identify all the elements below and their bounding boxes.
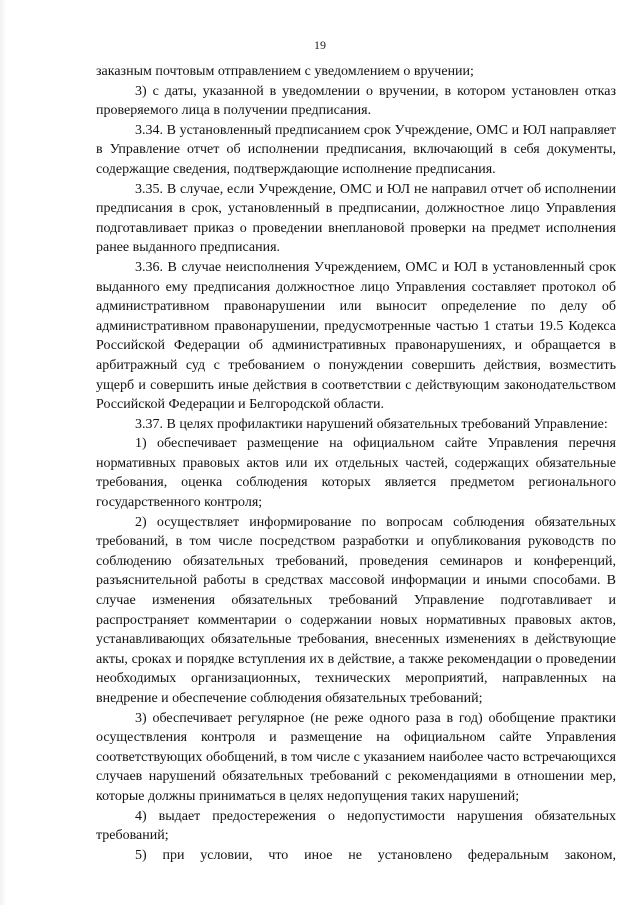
document-body bbox=[96, 62, 616, 865]
paragraph: 3) обеспечивает регулярное (не реже одного раза в год) обобщение практики осуществления контроля и размещение на официальном сайте Управления соответствующих обобщений, в том числе с указанием наиболее часто встречающихся случаев нарушений обязательных требований с рекомендациями в отношении мер, которые должны приниматься в целях недопущения таких нарушений; bbox=[96, 710, 616, 804]
paragraph: 4) выдает предостережения о недопустимости нарушения обязательных требований; bbox=[96, 808, 616, 844]
paragraph: 3.35. В случае, если Учреждение, ОМС и ЮЛ не направил отчет об исполнении предписания в срок, установленный в предписании, должностное лицо Управления подготавливает приказ о проведении внеплановой проверки на предмет исполнения ранее выданного предписания. bbox=[96, 181, 616, 256]
paragraph: 3) с даты, указанной в уведомлении о вручении, в котором установлен отказ проверяемого лица в получении предписания. bbox=[96, 83, 616, 119]
scan-edge bbox=[0, 0, 6, 905]
paragraph: 1) обеспечивает размещение на официальном сайте Управления перечня нормативных правовых актов или их отдельных частей, содержащих обязательные требования, оценка соблюдения которых является предметом регионального государственного контроля; bbox=[96, 436, 616, 511]
page-number: 19 bbox=[314, 38, 326, 52]
paragraph: 3.36. В случае неисполнения Учреждением, ОМС и ЮЛ в установленный срок выданного ему предписания должностное лицо Управления составляет протокол об административном правонарушении или выносит определение по делу об административном правонарушении, предусмотренные частью 1 статьи 19.5 Кодекса Российской Федерации об административных правонарушениях, и обращается в арбитражный суд с требованием о понуждении совершить действия, возместить ущерб и совершить иные действия в соответствии с действующим законодательством Российской Федерации и Белгородской области. bbox=[96, 259, 616, 413]
paragraph: заказным почтовым отправлением с уведомлением о вручении; bbox=[96, 64, 474, 79]
paragraph: 3.34. В установленный предписанием срок Учреждение, ОМС и ЮЛ направляет в Управление отчет об исполнении предписания, включающий в себя документы, содержащие сведения, подтверждающие исполнение предписания. bbox=[96, 122, 616, 177]
paragraph: 5) при условии, что иное не установлено федеральным законом, bbox=[135, 847, 616, 863]
paragraph: 2) осуществляет информирование по вопросам соблюдения обязательных требований, в том числе посредством разработки и опубликования руководств по соблюдению обязательных требований, проведения семинаров и конференций, разъяснительной работы в средствах массовой информации и иными способами. В случае изменения обязательных требований Управление подготавливает и распространяет комментарии о содержании новых нормативных правовых актов, устанавливающих обязательные требования, внесенных изменениях в действующие акты, сроках и порядке вступления их в действие, а также рекомендации о проведении необходимых организационных, технических мероприятий, направленных на внедрение и обеспечение соблюдения обязательных требований; bbox=[96, 514, 616, 706]
paragraph: 3.37. В целях профилактики нарушений обязательных требований Управление: bbox=[135, 416, 608, 432]
